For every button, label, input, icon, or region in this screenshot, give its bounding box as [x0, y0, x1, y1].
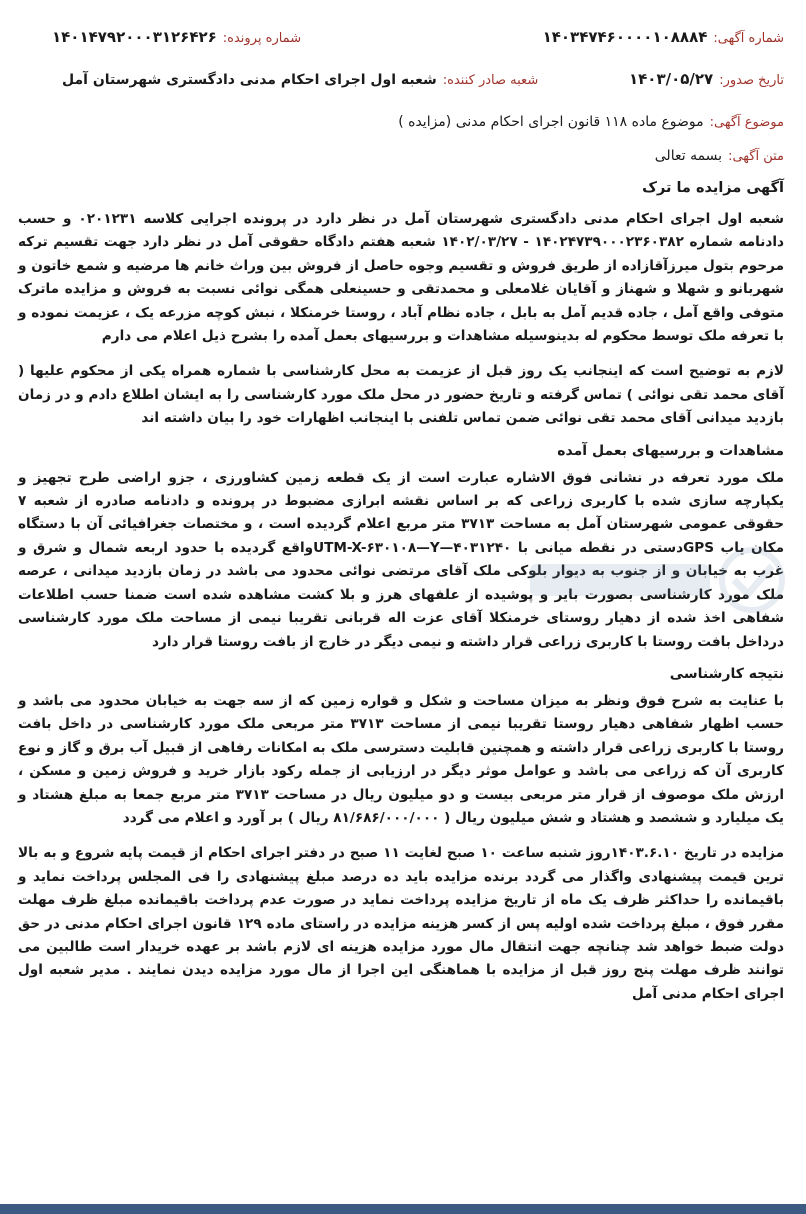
body-title-row — [18, 148, 784, 164]
ad-number-label: شماره آگهی: — [713, 31, 784, 46]
result-heading: نتیجه کارشناسی — [669, 665, 784, 682]
ad-number-value: ۱۴۰۳۴۷۴۶۰۰۰۰۱۰۸۸۸۴ — [542, 28, 708, 46]
auction-paragraph: مزایده در تاریخ ۱۴۰۳.۶.۱۰روز شنبه ساعت ۱۰ صبح لغایت ۱۱ صبح در دفتر اجرای احکام از قیمت پایه شروع و به بالا ترین قیمت پیشنهادی واگذار می گردد برنده مزایده باید ده درصد مبلغ پیشنهادی را فی المجلس پرداخت نماید و باقیمانده را حداکثر ظرف یک ماه از تاریخ مزایده پرداخت نماید در صورت عدم پرداخت باقیمانده مبلغ ظرف مهلت مقرر فوق ، مبلغ پرداخت شده اولیه پس از کسر هزینه مزایده در راستای ماده ۱۲۹ قانون اجرای احکام مدنی در حق دولت ضبط خواهد شد چنانچه جهت انتقال مال مورد مزایده هزینه ای لازم باشد بر عهده خریدار است طالبین می توانند ظرف مهلت پنج روز قبل از مزایده با هماهنگی این اجرا از مال مورد مزایده دیدن نمایند . مدیر شعبه اول اجرای احکام مدنی آمل — [18, 845, 784, 1002]
issuer-label: شعبه صادر کننده: — [442, 73, 539, 88]
result-paragraph: با عنایت به شرح فوق ونظر به میزان مساحت و شکل و قواره زمین که از سه جهت به خیابان محدود می باشد و حسب اظهار شفاهی دهیار روستا تقریبا نیمی از مساحت ۳۷۱۳ متر مربعی ملک مورد کارشناسی در داخل بافت روستا با کاربری زراعی قرار داشته و همچنین قابلیت دسترسی ملک به امکانات رفاهی از قبیل آب برق و گاز و نوع کاربری آن که زراعی می باشد و عوامل موثر دیگر در ارزیابی از جمله رکود بازار خرید و فروش زمین و مسکن ، ارزش ملک موصوف از قرار متر مربعی بیست و دو میلیون ریال در مساحت ۳۷۱۳ متر مربع جمعا به مبلغ هشتاد و یک میلیارد و ششصد و هشتاد و شش میلیون ریال ( ۸۱/۶۸۶/۰۰۰/۰۰۰ ریال ) بر آورد و اعلام می گردد — [18, 692, 784, 826]
note-paragraph: لازم به توضیح است که اینجانب یک روز قبل از عزیمت به محل کارشناسی با شماره همراه یکی از محکوم علیها ( آقای محمد تقی نوائی ) تماس گرفته و تاریخ حضور در محل ملک مورد کارشناسی را به ایشان اطلاع دادم و در زمان بازدید میدانی آقای محمد تقی نوائی ضمن تماس تلفنی با اینجانب اظهارات خود را بیان داشته اند — [18, 363, 784, 427]
intro-paragraph: شعبه اول اجرای احکام مدنی دادگستری شهرستان آمل در نظر دارد در پرونده اجرایی کلاسه ۰۲۰۱۲۳۱ و حسب دادنامه شماره ۱۴۰۲۴۷۳۹۰۰۰۲۳۶۰۳۸۲ - ۱۴۰۲/۰۳/۲۷ شعبه هفتم دادگاه حقوقی آمل در نظر دارد جهت تقسیم ترکه مرحوم بتول میرزآقازاده از طریق فروش و تقسیم وجوه حاصل از فروش بین وراث خانم ها مرضیه و شمع خاتون و شهربانو و شهلا و شهناز و آقایان غلامعلی و محمدتقی و حسینعلی همگی نوائی نسبت به فروش و مزایده ماترک متوفی واقع آمل ، جاده قدیم آمل به بابل ، جاده نظام آباد ، روستا خرمنکلا ، نبش کوچه مزرعه یک ، عزیمت نموده و با تعرفه ملک توسط محکوم له بدینوسیله مشاهدات و بررسیهای بعمل آمده را بشرح ذیل اعلام می دارم — [18, 211, 784, 345]
header-row-1 — [18, 28, 784, 62]
bottom-bar — [0, 1204, 806, 1214]
issue-date — [629, 70, 784, 88]
body-title-label: متن آگهی: — [728, 149, 784, 164]
issue-date-value: ۱۴۰۳/۰۵/۲۷ — [629, 70, 714, 88]
header-row-2 — [18, 70, 784, 104]
case-number-value: ۱۴۰۱۴۷۹۲۰۰۰۳۱۲۶۴۲۶ — [52, 28, 217, 46]
issuer-value: شعبه اول اجرای احکام مدنی دادگستری شهرستان آمل — [62, 72, 437, 88]
observations-heading: مشاهدات و بررسیهای بعمل آمده — [557, 442, 784, 459]
issuer — [62, 72, 538, 88]
subject-label: موضوع آگهی: — [709, 115, 784, 130]
body-title-value: بسمه تعالی — [654, 148, 723, 164]
case-number — [52, 28, 301, 46]
ad-number — [543, 28, 784, 46]
issue-date-label: تاریخ صدور: — [719, 73, 784, 88]
notice-heading: آگهی مزایده ما ترک — [642, 180, 784, 196]
case-number-label: شماره پرونده: — [222, 31, 302, 46]
subject-value: موضوع ماده ۱۱۸ قانون اجرای احکام مدنی (مزایده ) — [398, 114, 704, 130]
observations-paragraph: ملک مورد تعرفه در نشانی فوق الاشاره عبارت است از یک قطعه زمین کشاورزی ، جزو اراضی طرح تجهیز و یکپارچه سازی شده با کاربری زراعی که بر اساس نقشه ابرازی مضبوط در پرونده و دادنامه صادره از شعبه ۷ حقوقی عمومی شهرستان آمل به مساحت ۳۷۱۳ متر مربع اعلام گردیده است ، و مختصات جغرافیائی آن با دستگاه مکان یاب GPSدستی در نقطه میانی با UTM-X-۶۳۰۱۰۸—Y—۴۰۳۱۲۴۰واقع گردیده با حدود اربعه شمال و شرق و غرب به خیابان و از جنوب به دیوار بلوکی ملک آقای مرتضی نوائی محدود می باشد در زمان بازدید میدانی ، عرصه ملک مورد کارشناسی بصورت بایر و پوشیده از علفهای هرز و بلا کشت مشاهده شده است ضمنا حسب اطلاعات شفاهی اخذ شده از دهیار روستای خرمنکلا آقای عزت اله قربانی تقریبا نیمی از مساحت ملک مورد کارشناسی درداخل بافت روستا با کاربری زراعی قرار داشته و نیمی دیگر در خارج از بافت روستا قرار دارد — [18, 469, 785, 650]
subject-row — [18, 114, 784, 130]
